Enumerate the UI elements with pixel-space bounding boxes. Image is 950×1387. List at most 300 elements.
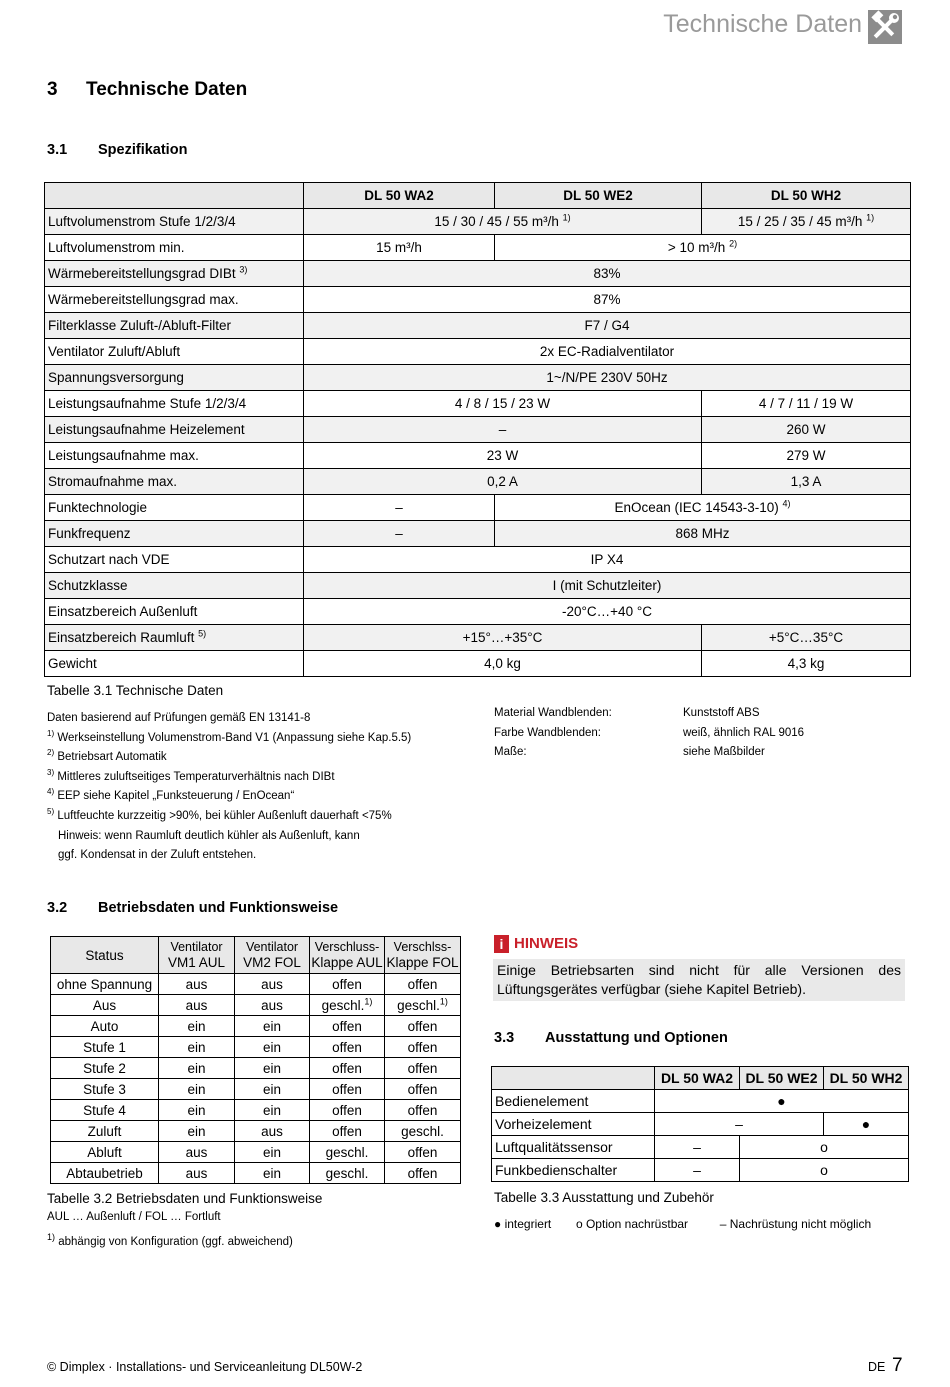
cell-value: offen — [332, 1081, 362, 1097]
cell-value: ein — [187, 1039, 206, 1055]
betrieb-cell — [159, 974, 235, 995]
cell-value: Leistungsaufnahme max. — [48, 448, 199, 463]
betrieb-row — [51, 1121, 461, 1142]
cell-value: +5°C…35°C — [768, 630, 844, 645]
aus-header-row — [492, 1067, 909, 1090]
footnote-mark: 3) — [47, 767, 55, 777]
cell-value: Abluft — [87, 1144, 122, 1160]
spec-row — [45, 547, 911, 573]
spec-row-label — [45, 235, 304, 261]
footer-language: DE — [868, 1360, 886, 1374]
header-line: VM2 FOL — [243, 955, 301, 970]
spec-row — [45, 521, 911, 547]
tools-icon — [868, 10, 902, 44]
cell-value: geschl. — [325, 1144, 369, 1160]
header-line: Klappe AUL — [311, 955, 383, 970]
footnote-item — [47, 807, 477, 827]
betrieb-cell — [159, 1121, 235, 1142]
cell-value: aus — [261, 1123, 283, 1139]
spec-row-label — [45, 495, 304, 521]
section-title: Spezifikation — [98, 142, 188, 158]
betrieb-cell — [385, 1079, 461, 1100]
cell-value: ein — [262, 1039, 281, 1055]
spec-table-caption: Tabelle 3.1 Technische Daten — [47, 683, 224, 698]
cell-value: offen — [332, 1060, 362, 1076]
cell-value: ein — [262, 1165, 281, 1181]
footnote-extra-line: ggf. Kondensat in der Zuluft entstehen. — [58, 849, 257, 862]
footnote-mark: 1) — [866, 212, 875, 223]
cell-value: ein — [187, 1102, 206, 1118]
cell-value: offen — [332, 1102, 362, 1118]
header-line: Verschlss- — [393, 940, 452, 954]
betrieb-cell — [235, 1163, 310, 1184]
spec-cell — [304, 391, 702, 417]
aus-header-cell: DL 50 WE2 — [740, 1067, 824, 1090]
ausstattung-table-caption: Tabelle 3.3 Ausstattung und Zubehör — [494, 1190, 714, 1205]
cell-value: 15 / 25 / 35 / 45 m³/h — [737, 214, 863, 229]
spec-cell — [304, 287, 911, 313]
spec-cell — [702, 443, 911, 469]
aus-row — [492, 1113, 909, 1136]
aus-cell: o — [740, 1136, 909, 1159]
legend-integriert: ● integriert — [494, 1217, 552, 1231]
cell-value: offen — [407, 976, 438, 992]
spec-cell — [304, 365, 911, 391]
betrieb-cell — [51, 1121, 159, 1142]
header-line: Status — [85, 947, 124, 963]
spec-cell — [304, 235, 495, 261]
spec-cell — [304, 599, 911, 625]
cell-value: ein — [187, 1123, 206, 1139]
betrieb-cell — [385, 1142, 461, 1163]
betrieb-row — [51, 1016, 461, 1037]
spec-header-cell: DL 50 WH2 — [702, 183, 911, 209]
betrieb-cell — [385, 1121, 461, 1142]
spec-cell — [702, 209, 911, 235]
spec-row-label — [45, 209, 304, 235]
spec-footnotes — [47, 709, 477, 866]
cell-value: Wärmebereitstellungsgrad max. — [48, 292, 239, 307]
betrieb-cell — [310, 1079, 385, 1100]
cell-value: 260 W — [786, 422, 826, 437]
spec-header-blank — [45, 183, 304, 209]
spec-header-cell: DL 50 WE2 — [495, 183, 702, 209]
aus-row — [492, 1136, 909, 1159]
cell-value: 4 / 8 / 15 / 23 W — [454, 396, 551, 411]
header-line: Ventilator — [170, 940, 223, 954]
cell-value: geschl. — [401, 1123, 444, 1139]
spec-row — [45, 313, 911, 339]
footnote-mark: 2) — [729, 238, 738, 249]
aus-row — [492, 1159, 909, 1182]
betrieb-cell — [51, 1100, 159, 1121]
aus-header-blank — [492, 1067, 655, 1090]
section-title: Betriebsdaten und Funktionsweise — [98, 900, 339, 916]
section-heading-betrieb — [47, 900, 338, 916]
header-line: Ventilator — [245, 940, 299, 954]
material-value: weiß, ähnlich RAL 9016 — [683, 726, 805, 739]
section-heading-spec — [47, 142, 187, 158]
spec-row — [45, 261, 911, 287]
spec-row-label — [45, 313, 304, 339]
footnote-basis: Daten basierend auf Prüfungen gemäß EN 13141-8 — [47, 712, 311, 724]
legend-option: o Option nachrüstbar — [575, 1217, 689, 1231]
cell-value: 1,3 A — [790, 474, 822, 489]
betrieb-cell — [385, 1163, 461, 1184]
cell-value: geschl. — [321, 997, 365, 1013]
cell-value: 4 / 7 / 11 / 19 W — [758, 396, 854, 411]
betrieb-cell — [51, 1079, 159, 1100]
betrieb-cell — [310, 1016, 385, 1037]
betrieb-cell — [51, 1058, 159, 1079]
cell-value: Abtaubetrieb — [66, 1165, 143, 1181]
betrieb-row — [51, 1163, 461, 1184]
footnote-mark: 5) — [198, 628, 207, 639]
footnote-mark: 1) — [47, 1232, 56, 1243]
cell-value: IP X4 — [590, 552, 624, 567]
betrieb-cell — [51, 1163, 159, 1184]
footnote-mark: 1) — [439, 996, 448, 1006]
spec-cell — [304, 339, 911, 365]
footnote-text: EEP siehe Kapitel „Funksteuerung / EnOcean“ — [57, 790, 295, 803]
spec-row — [45, 365, 911, 391]
material-row — [494, 743, 804, 763]
betrieb-cell — [51, 1142, 159, 1163]
cell-value: Zuluft — [87, 1123, 122, 1139]
cell-value: geschl. — [397, 997, 440, 1013]
betrieb-legend: AUL … Außenluft / FOL … Fortluft — [47, 1211, 221, 1223]
cell-value: 23 W — [486, 448, 519, 463]
spec-row-label — [45, 339, 304, 365]
spec-cell — [702, 391, 911, 417]
cell-value: offen — [407, 1039, 438, 1055]
aus-cell: ● — [655, 1090, 909, 1113]
cell-value: Schutzart nach VDE — [48, 552, 170, 567]
betrieb-cell — [385, 1100, 461, 1121]
ausstattung-legend — [494, 1217, 871, 1231]
footnote-text: Betriebsart Automatik — [57, 751, 167, 764]
spec-cell — [702, 417, 911, 443]
aus-header-cell: DL 50 WH2 — [824, 1067, 909, 1090]
spec-cell — [304, 209, 702, 235]
cell-value: ein — [262, 1018, 281, 1034]
material-label: Farbe Wandblenden: — [494, 726, 601, 739]
aus-row-label: Vorheizelement — [492, 1113, 655, 1136]
cell-value: 2x EC-Radialventilator — [539, 344, 675, 359]
cell-value: offen — [407, 1102, 438, 1118]
betrieb-cell — [235, 1037, 310, 1058]
betrieb-cell — [159, 1079, 235, 1100]
betrieb-cell — [310, 974, 385, 995]
cell-value: Spannungsversorgung — [48, 370, 184, 385]
cell-value: aus — [261, 976, 283, 992]
spec-row-label — [45, 417, 304, 443]
betrieb-cell — [235, 974, 310, 995]
betrieb-cell — [310, 995, 385, 1016]
spec-header-cell: DL 50 WA2 — [304, 183, 495, 209]
material-list — [494, 704, 804, 763]
footnote-text: abhängig von Konfiguration (ggf. abweichend) — [58, 1236, 293, 1248]
spec-row-label — [45, 599, 304, 625]
cell-value: – — [395, 500, 403, 515]
cell-value: Schutzklasse — [48, 578, 128, 593]
betrieb-cell — [310, 1037, 385, 1058]
betrieb-cell — [159, 1142, 235, 1163]
footnote-mark: 2) — [47, 748, 55, 758]
footnote-item — [47, 768, 477, 788]
hinweis-text: Einige Betriebsarten sind nicht für alle Versionen des Lüftungsgerätes verfügbar (siehe Kapitel Betrieb). — [493, 959, 905, 1001]
spec-cell — [304, 495, 495, 521]
betrieb-cell — [51, 1016, 159, 1037]
betrieb-row — [51, 1079, 461, 1100]
betrieb-header-cell — [235, 937, 310, 974]
cell-value: offen — [407, 1060, 438, 1076]
betrieb-cell — [385, 1016, 461, 1037]
betrieb-header-cell — [159, 937, 235, 974]
footnote-text: Mittleres zuluftseitiges Temperaturverhältnis nach DIBt — [57, 770, 335, 783]
aus-row-label: Luftqualitätssensor — [492, 1136, 655, 1159]
cell-value: Funktechnologie — [48, 500, 148, 515]
cell-value: Stufe 2 — [83, 1060, 126, 1076]
cell-value: ein — [262, 1081, 281, 1097]
running-header: Technische Daten — [663, 10, 862, 38]
cell-value: Ventilator Zuluft/Abluft — [48, 344, 181, 359]
section-title: Ausstattung und Optionen — [545, 1030, 728, 1046]
cell-value: Leistungsaufnahme Stufe 1/2/3/4 — [48, 396, 247, 411]
cell-value: Leistungsaufnahme Heizelement — [48, 422, 245, 437]
cell-value: ein — [187, 1081, 206, 1097]
betrieb-cell — [159, 995, 235, 1016]
material-label: Maße: — [494, 746, 527, 758]
spec-row — [45, 495, 911, 521]
spec-row-label — [45, 521, 304, 547]
spec-row — [45, 625, 911, 651]
cell-value: offen — [407, 1165, 438, 1181]
hinweis-label: HINWEIS — [514, 935, 579, 952]
spec-row — [45, 235, 911, 261]
spec-row-label — [45, 365, 304, 391]
cell-value: offen — [407, 1081, 438, 1097]
betrieb-cell — [385, 1037, 461, 1058]
spec-cell — [702, 469, 911, 495]
footnote-extra-line: Hinweis: wenn Raumluft deutlich kühler als Außenluft, kann — [58, 829, 360, 842]
cell-value: offen — [407, 1144, 438, 1160]
spec-cell — [495, 235, 911, 261]
cell-value: 15 / 30 / 45 / 55 m³/h — [434, 214, 559, 229]
cell-value: Einsatzbereich Außenluft — [48, 604, 198, 619]
betrieb-table-caption: Tabelle 3.2 Betriebsdaten und Funktionsweise — [47, 1191, 323, 1206]
spec-cell — [304, 313, 911, 339]
cell-value: 4,3 kg — [787, 656, 825, 671]
cell-value: ein — [262, 1144, 281, 1160]
footnote-mark: 3) — [239, 264, 248, 275]
chapter-number: 3 — [47, 79, 58, 100]
footnote-item — [47, 787, 477, 807]
section-number: 3.1 — [47, 142, 68, 158]
betrieb-row — [51, 1100, 461, 1121]
betrieb-header-cell — [310, 937, 385, 974]
spec-row-label — [45, 573, 304, 599]
cell-value: offen — [332, 1039, 362, 1055]
spec-row-label — [45, 469, 304, 495]
footnote-item — [47, 729, 477, 749]
spec-cell — [304, 443, 702, 469]
cell-value: offen — [332, 976, 362, 992]
cell-value: offen — [332, 1018, 362, 1034]
section-number: 3.3 — [494, 1030, 515, 1046]
spec-row-label — [45, 391, 304, 417]
footer-copyright: © Dimplex · Installations- und Serviceanleitung DL50W-2 — [47, 1360, 363, 1374]
spec-cell — [304, 521, 495, 547]
cell-value: 4,0 kg — [484, 656, 521, 671]
spec-row — [45, 417, 911, 443]
spec-cell — [304, 573, 911, 599]
betrieb-cell — [51, 995, 159, 1016]
betrieb-cell — [51, 974, 159, 995]
aus-row-label: Bedienelement — [492, 1090, 655, 1113]
footnote-item — [47, 748, 477, 768]
spec-row-label — [45, 261, 304, 287]
spec-row — [45, 651, 911, 677]
cell-value: – — [498, 422, 507, 437]
cell-value: ein — [262, 1102, 281, 1118]
cell-value: aus — [185, 997, 208, 1013]
spec-header-row — [45, 183, 911, 209]
spec-row — [45, 339, 911, 365]
cell-value: 15 m³/h — [376, 240, 422, 255]
betrieb-cell — [385, 1058, 461, 1079]
footnote-mark: 5) — [47, 807, 55, 817]
betrieb-row — [51, 1142, 461, 1163]
spec-cell — [304, 469, 702, 495]
material-value: siehe Maßbilder — [683, 746, 765, 758]
aus-cell: – — [655, 1113, 824, 1136]
section-heading-ausstattung — [494, 1030, 728, 1046]
cell-value: 83% — [593, 266, 621, 281]
section-number: 3.2 — [47, 900, 68, 916]
cell-value: aus — [261, 997, 283, 1013]
cell-value: offen — [332, 1123, 362, 1139]
footnote-mark: 1) — [562, 212, 571, 223]
betrieb-cell — [310, 1163, 385, 1184]
betrieb-cell — [159, 1016, 235, 1037]
chapter-heading — [47, 79, 247, 101]
betrieb-cell — [159, 1037, 235, 1058]
cell-value: Auto — [90, 1018, 119, 1034]
spec-row — [45, 209, 911, 235]
aus-cell: ● — [824, 1113, 909, 1136]
cell-value: ein — [187, 1018, 206, 1034]
betrieb-cell — [159, 1163, 235, 1184]
cell-value: Stufe 4 — [83, 1102, 126, 1118]
material-row — [494, 724, 804, 744]
aus-cell: – — [655, 1136, 740, 1159]
footnote-mark: 1) — [47, 728, 55, 738]
cell-value: EnOcean (IEC 14543-3-10) — [614, 500, 779, 515]
cell-value: 87% — [593, 292, 621, 307]
footnote-mark: 4) — [782, 498, 791, 509]
cell-value: 1~/N/PE 230V 50Hz — [546, 370, 668, 385]
betrieb-cell — [159, 1058, 235, 1079]
cell-value: ein — [262, 1060, 281, 1076]
aus-cell: o — [740, 1159, 909, 1182]
betrieb-table — [50, 936, 461, 1184]
betrieb-cell — [235, 1016, 310, 1037]
betrieb-cell — [310, 1142, 385, 1163]
betrieb-cell — [235, 1121, 310, 1142]
spec-cell — [495, 521, 911, 547]
betrieb-cell — [310, 1100, 385, 1121]
cell-value: Luftvolumenstrom min. — [48, 240, 185, 255]
spec-row — [45, 599, 911, 625]
spec-row-label — [45, 443, 304, 469]
cell-value: Wärmebereitstellungsgrad DIBt — [48, 266, 236, 281]
cell-value: geschl. — [325, 1165, 369, 1181]
legend-nicht-moeglich: – Nachrüstung nicht möglich — [719, 1217, 872, 1231]
cell-value: ohne Spannung — [56, 976, 153, 992]
cell-value: 0,2 A — [487, 474, 518, 489]
cell-value: Stufe 3 — [83, 1081, 126, 1097]
footnote-text: Luftfeuchte kurzzeitig >90%, bei kühler Außenluft dauerhaft <75% — [57, 809, 392, 822]
betrieb-cell — [235, 1100, 310, 1121]
aus-row — [492, 1090, 909, 1113]
betrieb-footnote — [47, 1232, 293, 1248]
material-row — [494, 704, 804, 724]
spec-table — [44, 182, 911, 677]
cell-value: Gewicht — [48, 656, 97, 671]
betrieb-cell — [235, 1079, 310, 1100]
spec-row-label — [45, 651, 304, 677]
spec-row — [45, 573, 911, 599]
betrieb-cell — [159, 1100, 235, 1121]
material-label: Material Wandblenden: — [494, 707, 612, 719]
footnote-mark: 1) — [364, 996, 373, 1006]
spec-cell — [304, 261, 911, 287]
betrieb-cell — [235, 1058, 310, 1079]
cell-value: 868 MHz — [675, 526, 730, 541]
aus-cell: – — [655, 1159, 740, 1182]
spec-cell — [495, 495, 911, 521]
cell-value: aus — [185, 976, 208, 992]
betrieb-cell — [385, 974, 461, 995]
cell-value: Luftvolumenstrom Stufe 1/2/3/4 — [48, 214, 236, 229]
cell-value: Filterklasse Zuluft-/Abluft-Filter — [48, 318, 232, 333]
cell-value: > 10 m³/h — [667, 240, 726, 255]
cell-value: aus — [185, 1144, 208, 1160]
cell-value: Stufe 1 — [83, 1039, 126, 1055]
header-line: Klappe FOL — [386, 955, 459, 970]
cell-value: F7 / G4 — [584, 318, 630, 333]
betrieb-cell — [51, 1037, 159, 1058]
cell-value: Funkfrequenz — [48, 526, 131, 541]
betrieb-header-cell — [385, 937, 461, 974]
aus-header-cell: DL 50 WA2 — [655, 1067, 740, 1090]
cell-value: Stromaufnahme max. — [48, 474, 178, 489]
betrieb-row — [51, 1058, 461, 1079]
cell-value: 279 W — [786, 448, 826, 463]
spec-row-label — [45, 625, 304, 651]
spec-cell — [304, 625, 702, 651]
betrieb-row — [51, 995, 461, 1016]
material-value: Kunststoff ABS — [683, 707, 760, 719]
footnote-mark: 4) — [47, 787, 55, 797]
cell-value: Aus — [92, 997, 117, 1013]
ausstattung-table — [491, 1066, 909, 1182]
spec-row — [45, 469, 911, 495]
cell-value: I (mit Schutzleiter) — [552, 578, 662, 593]
spec-cell — [702, 625, 911, 651]
betrieb-cell — [310, 1058, 385, 1079]
